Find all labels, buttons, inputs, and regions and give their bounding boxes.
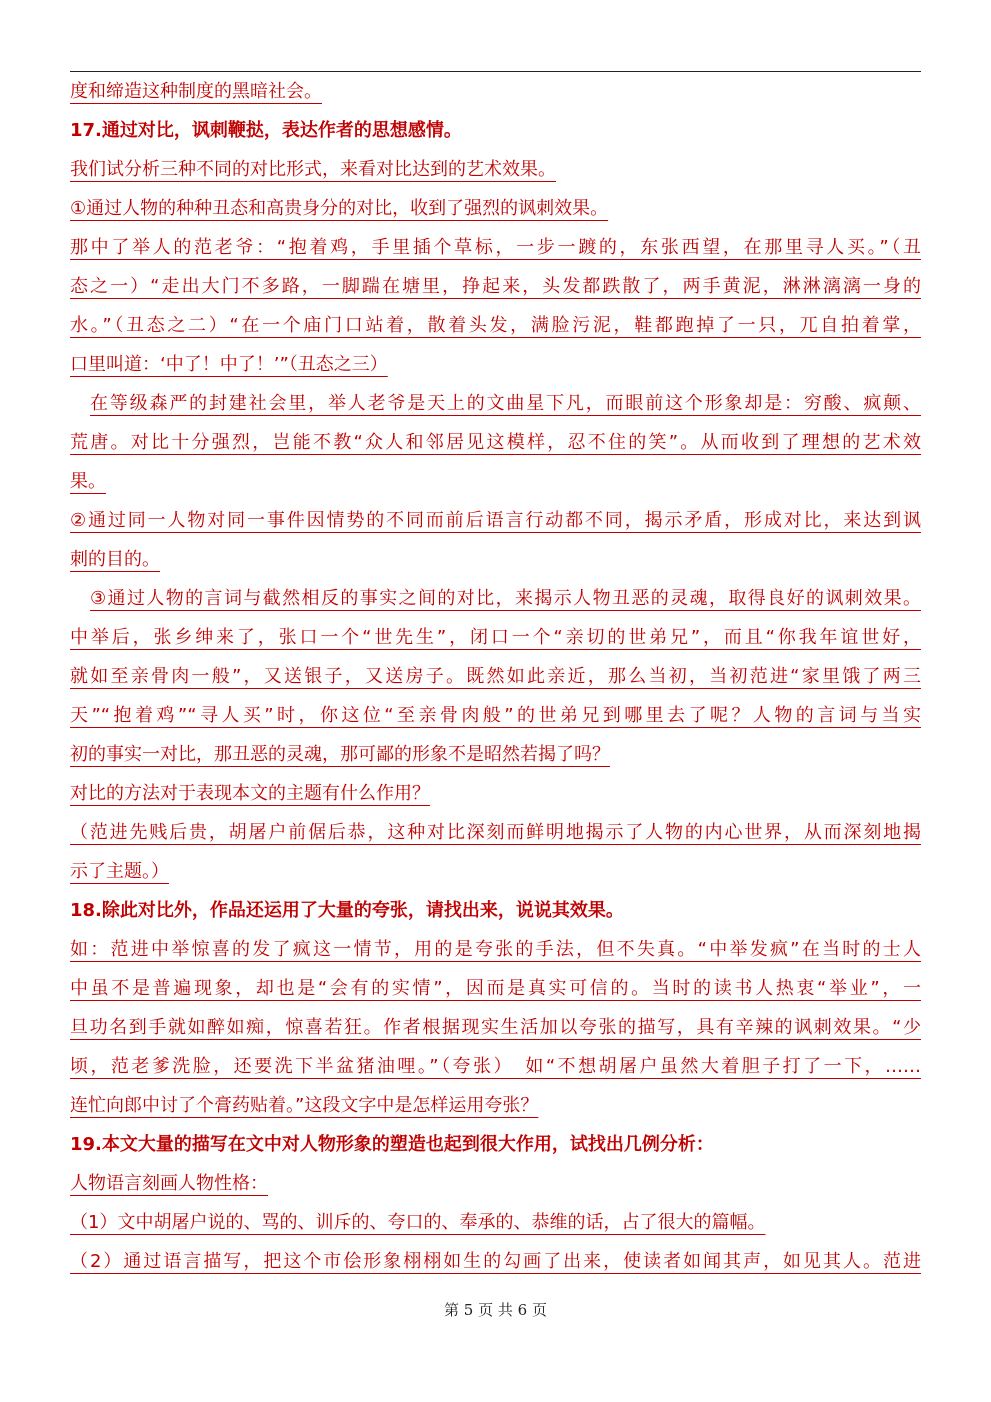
text-line: 水。”（丑态之二）“在一个庙门口站着，散着头发，满脸污泥，鞋都跑掉了一只，兀自拍着掌， — [70, 315, 921, 336]
text-line: 荒唐。对比十分强烈，岂能不教“众人和邻居见这模样，忍不住的笑”。从而收到了理想的艺术效 — [70, 432, 921, 453]
text-line: 连忙向郎中讨了个膏药贴着。”这段文字中是怎样运用夸张？ — [70, 1095, 539, 1116]
text-line: ①通过人物的种种丑态和高贵身分的对比，收到了强烈的讽刺效果。 — [70, 198, 609, 219]
question-17: 17.通过对比，讽刺鞭挞，表达作者的思想感情。 — [70, 120, 462, 141]
text-line: 人物语言刻画人物性格： — [70, 1173, 268, 1194]
text-line: ③通过人物的言词与截然相反的事实之间的对比，来揭示人物丑恶的灵魂，取得良好的讽刺效果。 — [90, 588, 921, 609]
text-line: （范进先贱后贵，胡屠户前倨后恭，这种对比深刻而鲜明地揭示了人物的内心世界，从而深刻地揭 — [70, 822, 921, 843]
text-line: 口里叫道：‘中了！中了！’”（丑态之三） — [70, 354, 388, 375]
text-line: 我们试分析三种不同的对比形式，来看对比达到的艺术效果。 — [70, 159, 556, 180]
question-19: 19.本文大量的描写在文中对人物形象的塑造也起到很大作用，试找出几例分析： — [70, 1134, 714, 1155]
text-line: 对比的方法对于表现本文的主题有什么作用？ — [70, 783, 430, 804]
text-line: 态之一）“走出大门不多路，一脚踹在塘里，挣起来，头发都跌散了，两手黄泥，淋淋漓漓一身的 — [70, 276, 921, 297]
question-18: 18.除此对比外，作品还运用了大量的夸张，请找出来，说说其效果。 — [70, 900, 624, 921]
text-line: 刺的目的。 — [70, 549, 160, 570]
document-body — [70, 72, 921, 1281]
text-line: 中虽不是普遍现象，却也是“会有的实情”，因而是真实可信的。当时的读书人热衷“举业”，一 — [70, 978, 921, 999]
text-line: （2）通过语言描写，把这个市侩形象栩栩如生的勾画了出来，使读者如闻其声，如见其人。范进 — [70, 1251, 921, 1272]
text-line: 初的事实一对比，那丑恶的灵魂，那可鄙的形象不是昭然若揭了吗？ — [70, 744, 610, 765]
text-line: ②通过同一人物对同一事件因情势的不同而前后语言行动都不同，揭示矛盾，形成对比，来达到讽 — [70, 510, 921, 531]
text-line: 中举后，张乡绅来了，张口一个“世先生”，闭口一个“亲切的世弟兄”，而且“你我年谊世好， — [70, 627, 921, 648]
page-number: 第 5 页 共 6 页 — [444, 1301, 547, 1319]
text-line: 果。 — [70, 471, 106, 492]
text-line: 那中了举人的范老爷：“抱着鸡，手里插个草标，一步一踱的，东张西望，在那里寻人买。”（丑 — [70, 237, 921, 258]
text-line: 就如至亲骨肉一般”，又送银子，又送房子。既然如此亲近，那么当初，当初范进“家里饿了两三 — [70, 666, 921, 687]
text-line: 度和缔造这种制度的黑暗社会。 — [70, 81, 322, 102]
text-line: 顷，范老爹洗脸，还要洗下半盆猪油哩。”（夸张） 如“不想胡屠户虽然大着胆子打了一下，…… — [70, 1056, 921, 1077]
text-line: 旦功名到手就如醉如痴，惊喜若狂。作者根据现实生活加以夸张的描写，具有辛辣的讽刺效果。“少 — [70, 1017, 921, 1038]
text-line: 在等级森严的封建社会里，举人老爷是天上的文曲星下凡，而眼前这个形象却是：穷酸、疯颠、 — [90, 393, 921, 414]
text-line: 天”“抱着鸡”“寻人买”时，你这位“至亲骨肉般”的世弟兄到哪里去了呢？人物的言词与当实 — [70, 705, 921, 726]
text-line: 如：范进中举惊喜的发了疯这一情节，用的是夸张的手法，但不失真。“中举发疯”在当时的士人 — [70, 939, 921, 960]
text-line: 示了主题。） — [70, 861, 169, 882]
text-line: （1）文中胡屠户说的、骂的、训斥的、夸口的、奉承的、恭维的话，占了很大的篇幅。 — [70, 1212, 766, 1233]
